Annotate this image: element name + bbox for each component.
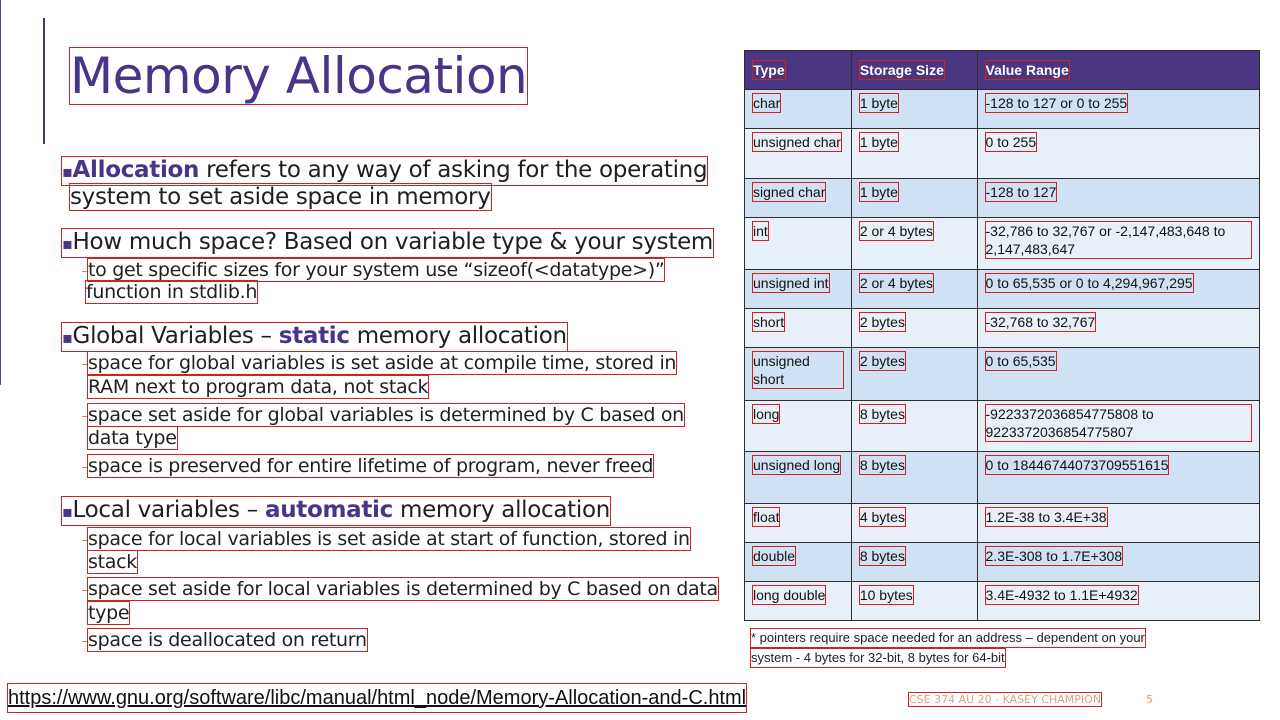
page-number: 5: [1146, 693, 1153, 706]
cell-size: 1 byte: [859, 184, 898, 200]
cell-range: 0 to 65,535: [985, 353, 1056, 369]
table-header-row: [745, 51, 1260, 90]
column-header-storage-size: [851, 51, 977, 90]
cell-size: 2 bytes: [859, 314, 905, 330]
bullet-allocation-line2: system to set aside space in memory: [70, 184, 491, 210]
table-row: [745, 270, 1260, 309]
cell-range: -128 to 127: [985, 184, 1057, 200]
bullet-text: memory allocation: [392, 497, 611, 523]
header-label: Type: [753, 62, 785, 78]
cell-range: 0 to 18446744073709551615: [985, 457, 1169, 473]
column-header-type: [745, 51, 852, 90]
cell-type: long double: [753, 587, 826, 603]
left-edge-bar: [0, 0, 1, 385]
cell-type: double: [753, 548, 796, 564]
cell-type: float: [753, 509, 780, 525]
cell-type: char: [753, 95, 781, 111]
bullet-text: Global Variables –: [72, 323, 279, 349]
cell-size: 2 bytes: [859, 353, 905, 369]
table-row: [745, 179, 1260, 218]
header-label: Value Range: [985, 62, 1069, 78]
table-row: [745, 90, 1260, 129]
sub-bullet-local-1-line2: stack: [88, 551, 137, 573]
sub-bullet-global-3: space is preserved for entire lifetime of program, never freed: [88, 455, 654, 477]
note-line-2: system - 4 bytes for 32-bit, 8 bytes for 64-bit: [751, 650, 1005, 665]
title-accent-bar: [43, 18, 45, 144]
cell-range: 3.4E-4932 to 1.1E+4932: [985, 587, 1138, 603]
bullet-marker: ▪: [62, 328, 73, 347]
cell-range: -128 to 127 or 0 to 255: [985, 95, 1128, 111]
cell-type: unsigned char: [753, 134, 841, 150]
column-header-value-range: [977, 51, 1259, 90]
bullet-how-much-space: [62, 229, 713, 257]
bullet-text: memory allocation: [349, 323, 567, 349]
cell-type: int: [753, 223, 768, 239]
table-row: [745, 348, 1260, 401]
slide-title: Memory Allocation: [70, 47, 528, 105]
keyword-automatic: automatic: [264, 497, 393, 523]
note-line-1: * pointers require space needed for an address – dependent on your: [751, 630, 1145, 645]
cell-size: 10 bytes: [859, 587, 913, 603]
cell-range: 0 to 65,535 or 0 to 4,294,967,295: [985, 275, 1193, 291]
cell-range: 1.2E-38 to 3.4E+38: [985, 509, 1107, 525]
header-label: Storage Size: [859, 62, 944, 78]
table-row: [745, 582, 1260, 621]
bullet-text: Local variables –: [72, 497, 265, 523]
bullet-marker: ▪: [62, 234, 73, 253]
keyword-static: static: [278, 323, 350, 349]
bullet-marker: ▪: [62, 502, 73, 521]
cell-range: -32,768 to 32,767: [985, 314, 1096, 330]
table-row: [745, 218, 1260, 270]
keyword-allocation: Allocation: [72, 157, 200, 183]
pointer-size-note: [751, 628, 1145, 668]
table-row: [745, 504, 1260, 543]
cell-type: long: [753, 406, 780, 422]
cell-type: unsigned long: [753, 457, 841, 473]
bullet-allocation: [62, 157, 707, 185]
bullet-text: How much space? Based on variable type & your system: [72, 229, 714, 255]
cell-range: -9223372036854775808 to 9223372036854775807: [986, 405, 1251, 441]
cell-type: unsigned short: [753, 352, 843, 388]
cell-size: 1 byte: [859, 95, 898, 111]
sub-bullet-global-2-line2: data type: [88, 427, 177, 449]
sub-bullet-global-1-line2: RAM next to program data, not stack: [88, 376, 429, 398]
sub-bullet-sizeof-line1: to get specific sizes for your system use “sizeof(<datatype>)”: [88, 259, 665, 281]
cell-size: 8 bytes: [859, 548, 905, 564]
table-row: [745, 129, 1260, 179]
sub-bullet-local-1-line1: space for local variables is set aside at start of function, stored in: [88, 528, 690, 550]
sub-bullet-local-2-line1: space set aside for local variables is determined by C based on data: [88, 578, 718, 600]
data-type-table: [744, 50, 1260, 621]
table-row: [745, 401, 1260, 452]
cell-size: 8 bytes: [859, 406, 905, 422]
cell-size: 2 or 4 bytes: [859, 275, 933, 291]
sub-bullet-local-2-line2: type: [88, 602, 130, 624]
cell-range: 2.3E-308 to 1.7E+308: [985, 548, 1123, 564]
gnu-reference-link[interactable]: https://www.gnu.org/software/libc/manual/html_node/Memory-Allocation-and-C.html: [8, 684, 746, 712]
footer-course-label: CSE 374 AU 20 - KASEY CHAMPION: [909, 693, 1102, 706]
cell-size: 8 bytes: [859, 457, 905, 473]
cell-size: 2 or 4 bytes: [859, 223, 933, 239]
bullet-marker: ▪: [62, 162, 73, 181]
sub-bullet-sizeof-line2: function in stdlib.h: [86, 281, 258, 303]
sub-bullet-local-3: space is deallocated on return: [88, 629, 367, 651]
sub-bullet-global-2-line1: space set aside for global variables is determined by C based on: [88, 404, 684, 426]
cell-range: -32,786 to 32,767 or -2,147,483,648 to 2,147,483,647: [986, 222, 1251, 258]
bullet-local-variables: [62, 497, 610, 525]
cell-range: 0 to 255: [985, 134, 1037, 150]
cell-type: unsigned int: [753, 275, 829, 291]
sub-bullet-global-1-line1: space for global variables is set aside at compile time, stored in: [88, 352, 677, 374]
cell-type: signed char: [753, 184, 826, 200]
bullet-text: refers to any way of asking for the operating: [199, 157, 708, 183]
cell-size: 4 bytes: [859, 509, 905, 525]
cell-size: 1 byte: [859, 134, 898, 150]
table-row: [745, 309, 1260, 348]
bullet-global-variables: [62, 323, 567, 351]
cell-type: short: [753, 314, 785, 330]
table-row: [745, 543, 1260, 582]
table-row: [745, 452, 1260, 504]
